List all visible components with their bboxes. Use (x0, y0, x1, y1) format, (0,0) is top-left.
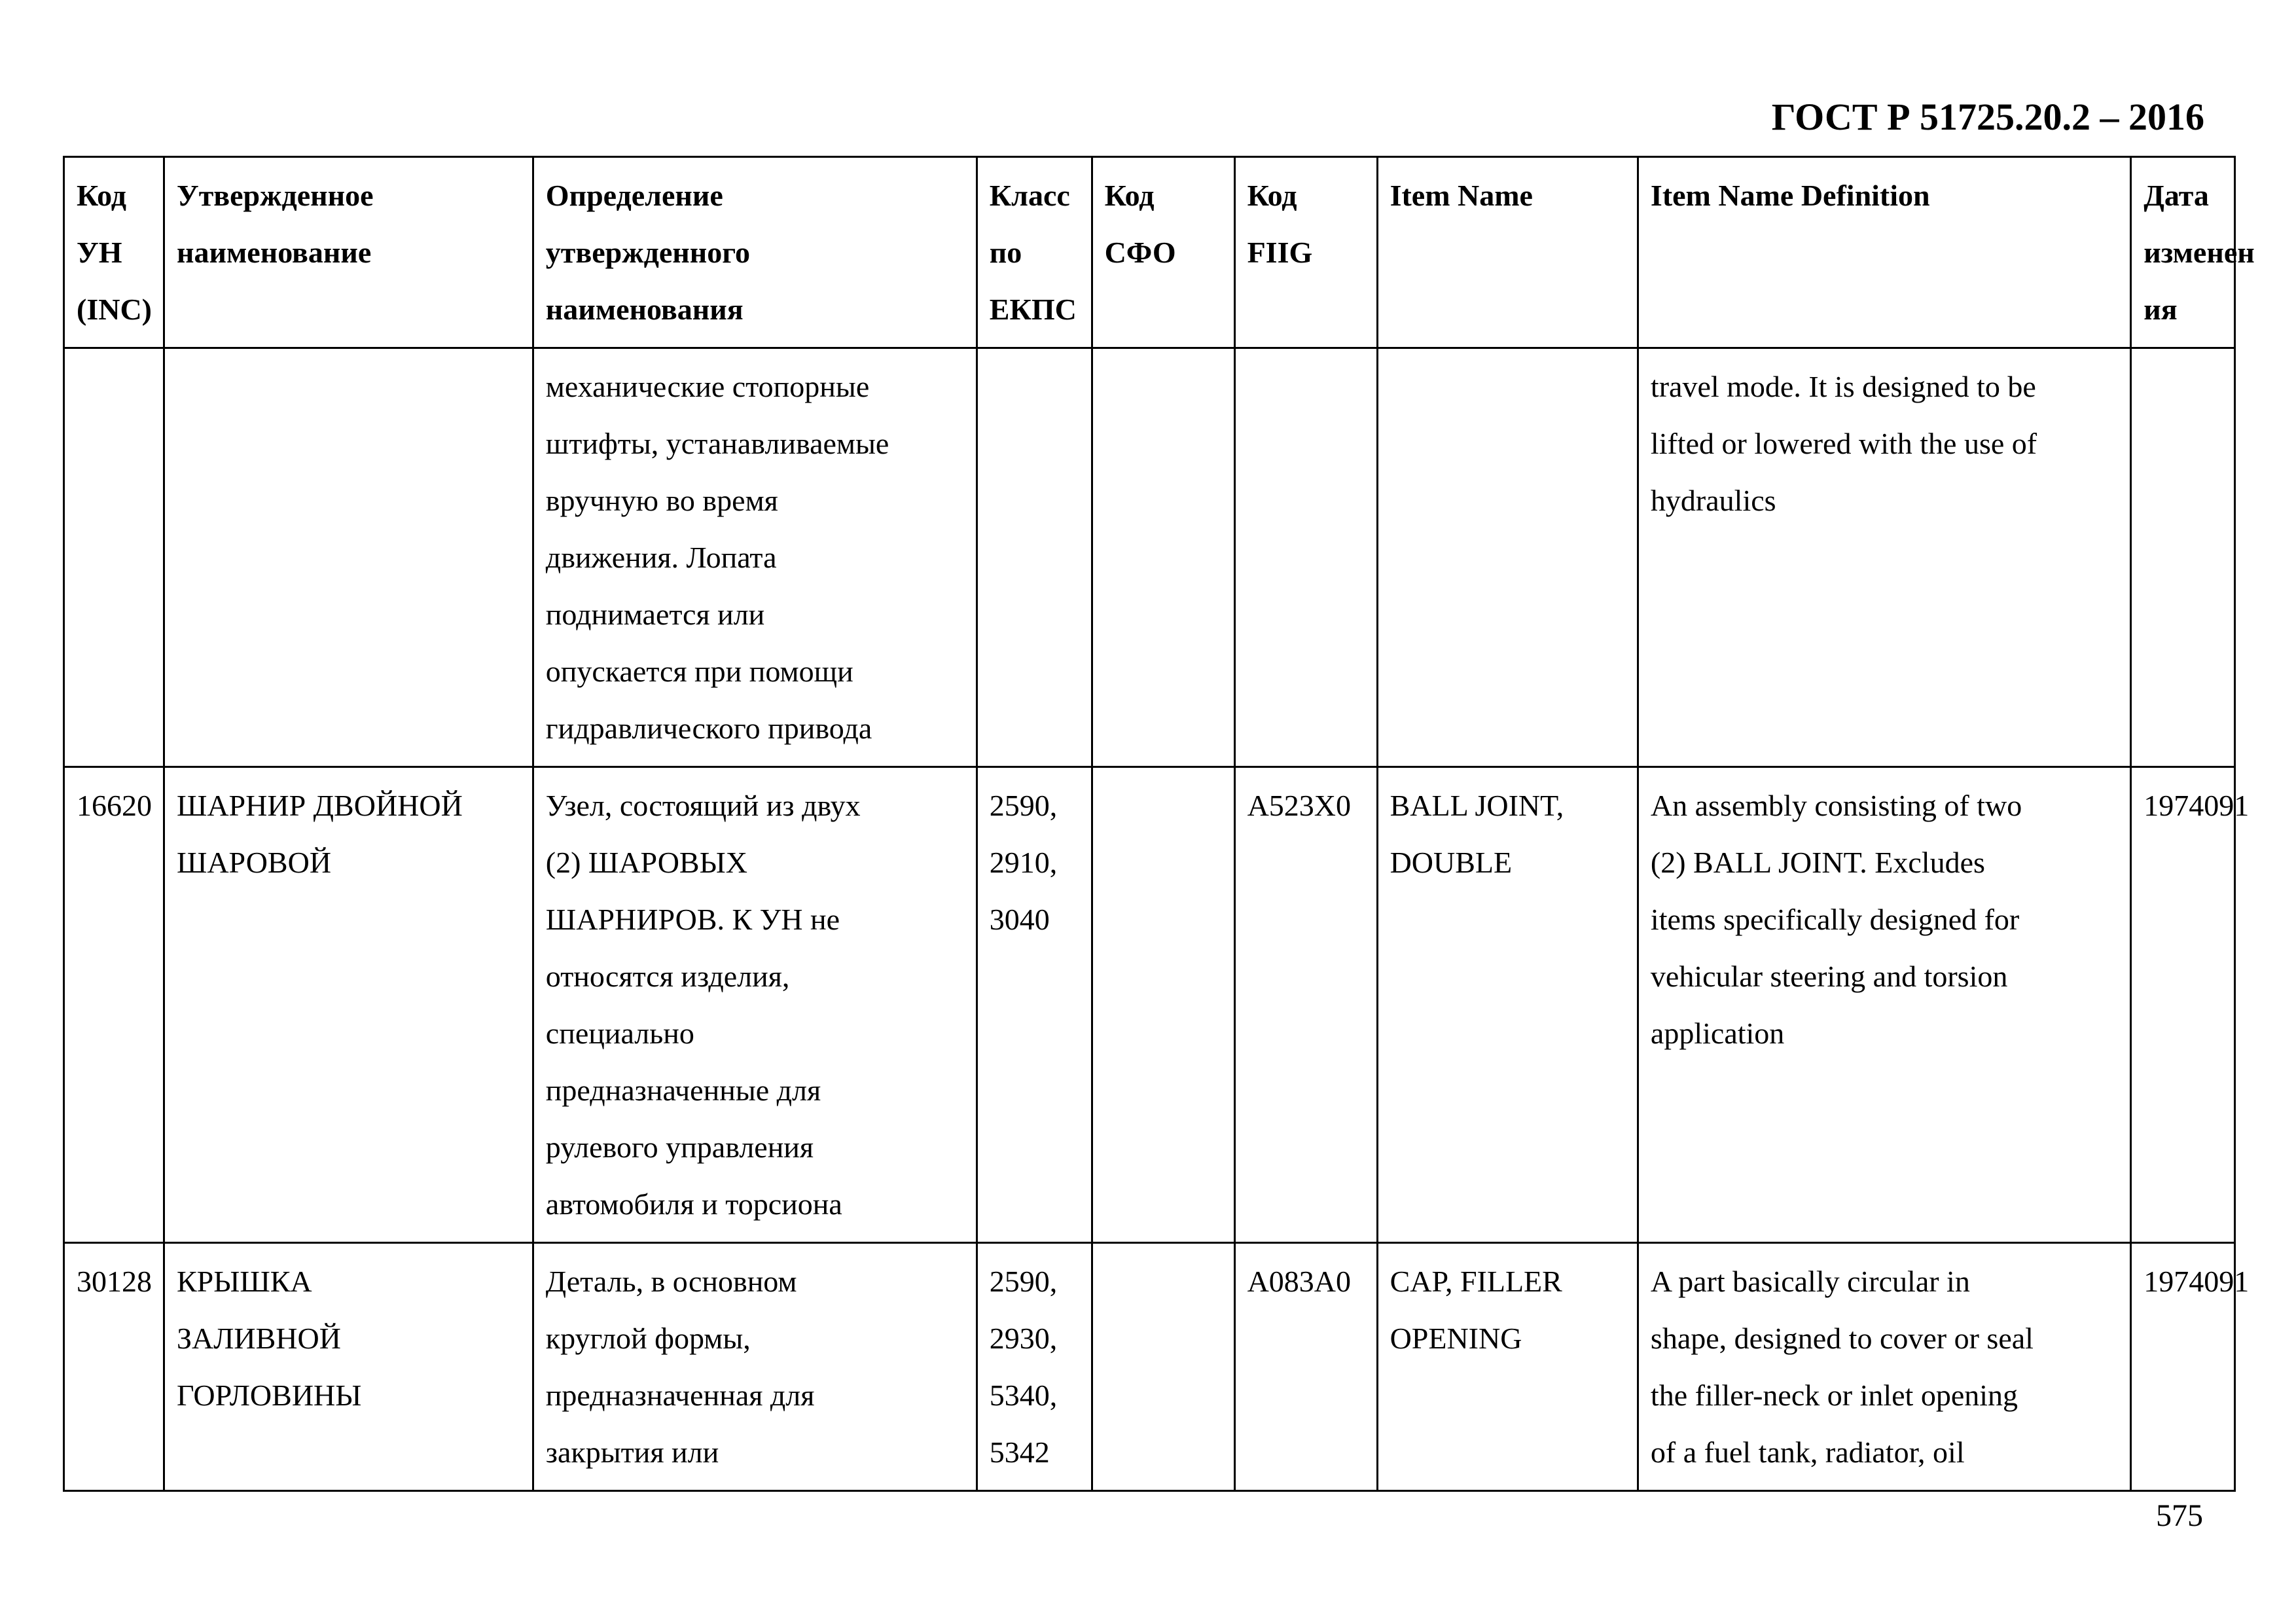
page-number: 575 (2156, 1498, 2203, 1533)
cell-class (977, 767, 1092, 1243)
cell-change-date (2131, 767, 2250, 1243)
cell-text-line: shape, designed to cover or seal (1650, 1322, 2034, 1355)
cell-text-line: изменен (2144, 236, 2255, 269)
cell-class (977, 1243, 1092, 1491)
cell-text-line: Определение (545, 179, 723, 212)
cell-text-line: Дата (2144, 179, 2209, 212)
cell-approved-name (164, 767, 533, 1243)
cell-text-line: (INC) (77, 293, 152, 326)
cell-text-line: the filler-neck or inlet opening (1650, 1379, 2018, 1412)
cell-text-line: 2590, (989, 1265, 1058, 1298)
cell-text-line: 2590, (989, 789, 1058, 822)
cell-text-line: ШАРНИРОВ. К УН не (545, 903, 840, 936)
cell-text-line: of a fuel tank, radiator, oil (1650, 1435, 1965, 1469)
cell-text-line: по (989, 236, 1022, 269)
table-row (64, 767, 2235, 1243)
cell-text-line: автомобиля и торсиона (545, 1187, 842, 1221)
cell-text-line: Код (1104, 179, 1155, 212)
cell-text-line: вручную во время (545, 484, 778, 517)
cell-text-line: (2) ШАРОВЫХ (545, 846, 747, 879)
cell-fiig-code (1234, 1243, 1377, 1491)
cell-class (977, 348, 1092, 767)
cell-text-line: Item Name Definition (1650, 179, 1930, 212)
cell-text-line: Класс (989, 179, 1070, 212)
header-inc (64, 157, 164, 348)
cell-text-line: lifted or lowered with the use of (1650, 427, 2037, 460)
cell-text-line: vehicular steering and torsion (1650, 960, 2008, 993)
cell-text-line: наименования (545, 293, 744, 326)
cell-text-line: A083A0 (1247, 1265, 1352, 1298)
cell-item-name (1377, 767, 1638, 1243)
cell-text-line: рулевого управления (545, 1130, 814, 1164)
cell-inc (64, 348, 164, 767)
header-approved-name (164, 157, 533, 348)
cell-text-line: 5340, (989, 1379, 1058, 1412)
cell-approved-name (164, 348, 533, 767)
cell-text-line: СФО (1104, 236, 1176, 269)
cell-sfo-code (1092, 1243, 1234, 1491)
cell-text-line: относятся изделия, (545, 960, 790, 993)
header-name-definition (533, 157, 977, 348)
cell-text-line: специально (545, 1017, 694, 1050)
cell-text-line: поднимается или (545, 598, 765, 631)
table-header-row (64, 157, 2235, 348)
table-row (64, 348, 2235, 767)
cell-text-line: FIIG (1247, 236, 1313, 269)
cell-text-line: DOUBLE (1390, 846, 1513, 879)
cell-text-line: КРЫШКА (176, 1265, 312, 1298)
cell-text-line: предназначенная для (545, 1379, 815, 1412)
cell-text-line: Item Name (1390, 179, 1533, 212)
cell-item-name-definition (1638, 767, 2130, 1243)
cell-change-date (2131, 1243, 2250, 1491)
cell-text-line: travel mode. It is designed to be (1650, 370, 2036, 403)
header-item-name-definition (1638, 157, 2130, 348)
cell-text-line: items specifically designed for (1650, 903, 2020, 936)
cell-text-line: наименование (176, 236, 372, 269)
cell-text-line: 2930, (989, 1322, 1058, 1355)
cell-text-line: ЗАЛИВНОЙ (176, 1322, 341, 1355)
cell-text-line: гидравлического привода (545, 712, 872, 745)
cell-text-line: Утвержденное (176, 179, 374, 212)
cell-text-line: круглой формы, (545, 1322, 751, 1355)
cell-item-name (1377, 348, 1638, 767)
cell-text-line: An assembly consisting of two (1650, 789, 2022, 822)
cell-text-line: ШАРНИР ДВОЙНОЙ (176, 789, 463, 822)
cell-approved-name (164, 1243, 533, 1491)
cell-text-line: OPENING (1390, 1322, 1522, 1355)
table-row (64, 1243, 2235, 1491)
cell-text-line: ЕКПС (989, 293, 1077, 326)
cell-text-line: 1974091 (2144, 789, 2250, 822)
cell-text-line: закрытия или (545, 1435, 719, 1469)
cell-text-line: A523X0 (1247, 789, 1352, 822)
header-class (977, 157, 1092, 348)
header-sfo-code (1092, 157, 1234, 348)
cell-text-line: Деталь, в основном (545, 1265, 797, 1298)
cell-text-line: ГОРЛОВИНЫ (176, 1379, 362, 1412)
cell-text-line: утвержденного (545, 236, 751, 269)
cell-text-line: application (1650, 1017, 1785, 1050)
cell-text-line: 3040 (989, 903, 1050, 936)
header-fiig-code (1234, 157, 1377, 348)
cell-text-line: 2910, (989, 846, 1058, 879)
cell-item-name-definition (1638, 348, 2130, 767)
cell-fiig-code (1234, 767, 1377, 1243)
cell-name-definition (533, 348, 977, 767)
cell-text-line: 16620 (77, 789, 152, 822)
header-change-date (2131, 157, 2255, 348)
cell-fiig-code (1234, 348, 1377, 767)
cell-text-line: BALL JOINT, (1390, 789, 1564, 822)
cell-text-line: Код (77, 179, 127, 212)
cell-text-line: опускается при помощи (545, 655, 853, 688)
cell-text-line: A part basically circular in (1650, 1265, 1970, 1298)
cell-sfo-code (1092, 767, 1234, 1243)
cell-text-line: 30128 (77, 1265, 152, 1298)
cell-text-line: УН (77, 236, 122, 269)
cell-item-name (1377, 1243, 1638, 1491)
cell-inc (64, 767, 164, 1243)
cell-text-line: hydraulics (1650, 484, 1776, 517)
document-id-header: ГОСТ Р 51725.20.2 – 2016 (1771, 96, 2204, 138)
cell-text-line: CAP, FILLER (1390, 1265, 1562, 1298)
cell-text-line: Узел, состоящий из двух (545, 789, 861, 822)
cell-text-line: (2) BALL JOINT. Excludes (1650, 846, 1985, 879)
cell-name-definition (533, 767, 977, 1243)
cell-text-line: Код (1247, 179, 1297, 212)
cell-text-line: механические стопорные (545, 370, 870, 403)
cell-item-name-definition (1638, 1243, 2130, 1491)
cell-text-line: ия (2144, 293, 2178, 326)
cell-inc (64, 1243, 164, 1491)
cell-text-line: штифты, устанавливаемые (545, 427, 889, 460)
cell-sfo-code (1092, 348, 1234, 767)
catalog-table (63, 156, 2255, 1492)
cell-name-definition (533, 1243, 977, 1491)
cell-change-date (2131, 348, 2235, 767)
cell-text-line: 1974091 (2144, 1265, 2250, 1298)
cell-text-line: 5342 (989, 1435, 1050, 1469)
cell-text-line: движения. Лопата (545, 541, 777, 574)
cell-text-line: предназначенные для (545, 1074, 821, 1107)
cell-text-line: ШАРОВОЙ (176, 846, 332, 879)
header-item-name (1377, 157, 1638, 348)
